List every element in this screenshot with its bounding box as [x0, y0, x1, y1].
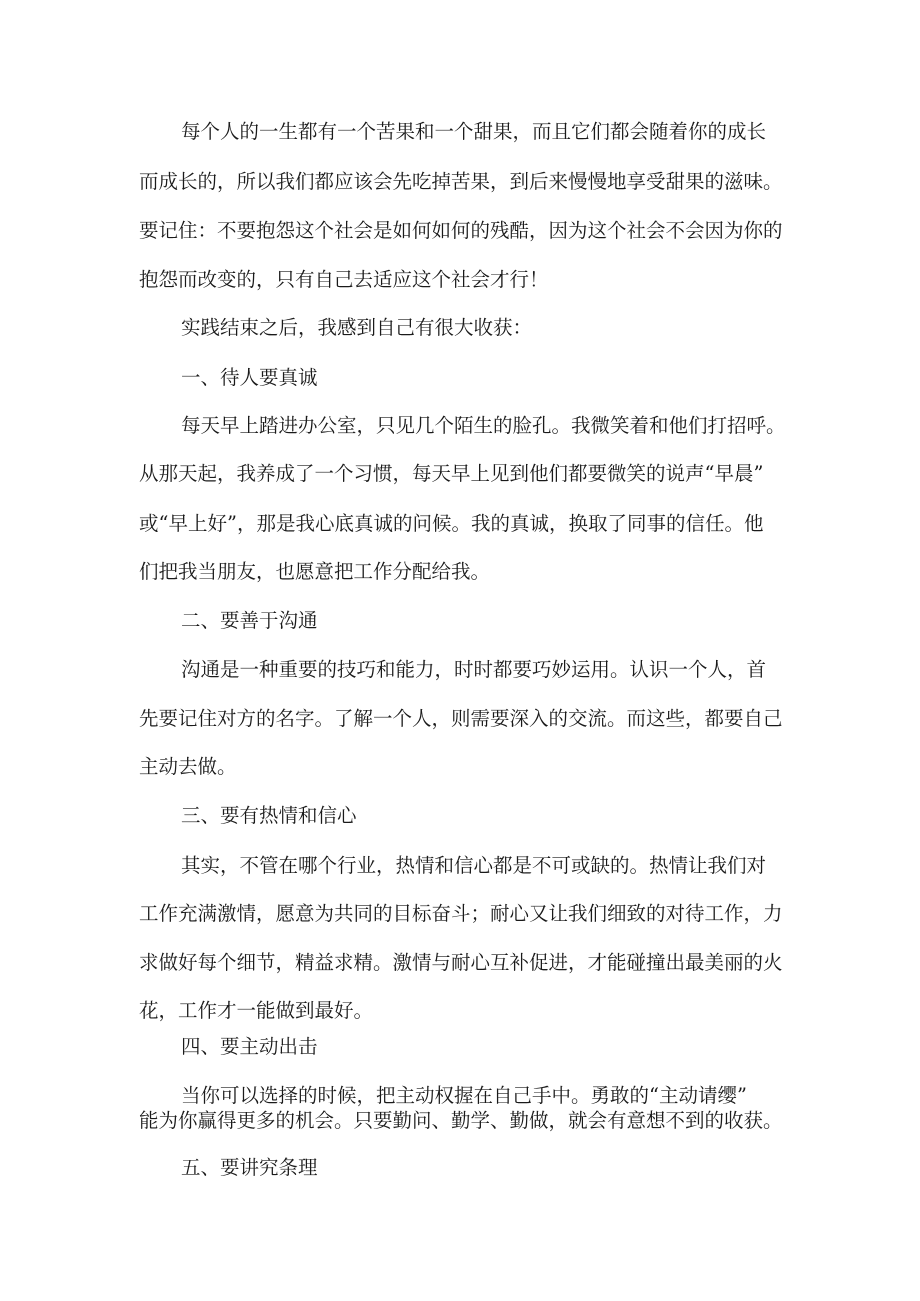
- paragraph-line: 要记住：不要抱怨这个社会是如何如何的残酷，因为这个社会不会因为你的: [139, 219, 783, 242]
- paragraph-line: 主动去做。: [139, 755, 237, 778]
- section-heading: 三、要有热情和信心: [181, 804, 357, 827]
- paragraph-line: 抱怨而改变的，只有自己去适应这个社会才行！: [139, 268, 549, 291]
- paragraph-line: 当你可以选择的时候，把主动权握在自己手中。勇敢的“主动请缨”: [181, 1084, 747, 1107]
- paragraph-line: 实践结束之后，我感到自己有很大收获：: [181, 316, 533, 339]
- paragraph-line: 能为你赢得更多的机会。只要勤问、勤学、勤做，就会有意想不到的收获。: [139, 1109, 783, 1132]
- paragraph-line: 从那天起，我养成了一个习惯，每天早上见到他们都要微笑的说声“早晨”: [139, 462, 764, 485]
- paragraph-line: 们把我当朋友，也愿意把工作分配给我。: [139, 560, 491, 583]
- section-heading: 一、待人要真诚: [181, 366, 318, 389]
- paragraph-line: 求做好每个细节，精益求精。激情与耐心互补促进，才能碰撞出最美丽的火: [139, 951, 783, 974]
- paragraph-line: 每天早上踏进办公室，只见几个陌生的脸孔。我微笑着和他们打招呼。: [181, 414, 786, 437]
- section-heading: 四、要主动出击: [181, 1035, 318, 1058]
- paragraph-line: 而成长的，所以我们都应该会先吃掉苦果，到后来慢慢地享受甜果的滋味。: [139, 170, 783, 193]
- paragraph-line: 工作充满激情，愿意为共同的目标奋斗；耐心又让我们细致的对待工作，力: [139, 902, 783, 925]
- paragraph-line: 沟通是一种重要的技巧和能力，时时都要巧妙运用。认识一个人，首: [181, 658, 767, 681]
- paragraph-line: 其实，不管在哪个行业，热情和信心都是不可或缺的。热情让我们对: [181, 854, 767, 877]
- section-heading: 五、要讲究条理: [181, 1156, 318, 1179]
- paragraph-line: 花，工作才一能做到最好。: [139, 999, 374, 1022]
- paragraph-line: 每个人的一生都有一个苦果和一个甜果，而且它们都会随着你的成长: [181, 120, 767, 143]
- section-heading: 二、要善于沟通: [181, 609, 318, 632]
- paragraph-line: 先要记住对方的名字。了解一个人，则需要深入的交流。而这些，都要自己: [139, 707, 783, 730]
- paragraph-line: 或“早上好”，那是我心底真诚的问候。我的真诚，换取了同事的信任。他: [139, 512, 764, 535]
